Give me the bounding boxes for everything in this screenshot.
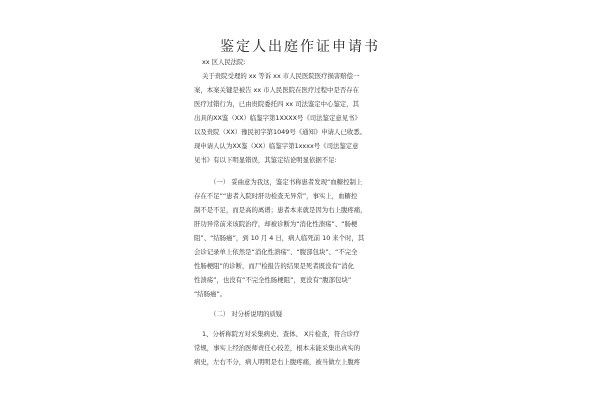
body-text-line: 肝功异常前来该院治疗，却被诊断为“消化性溃疡”、“肠梗	[194, 220, 358, 228]
body-text-line: 病史，左右不分，病人明明是右上腹疼痛，被当做左上腹疼	[194, 358, 361, 366]
addressee-line: xx 区人民法院:	[202, 58, 246, 66]
section-heading: （二） 对分析说明的质疑	[210, 310, 283, 318]
body-text-line: 会诊记录单上依然是“消化性溃疡”、“腹部包块”、“不完全	[194, 248, 358, 256]
body-text-line: 制不是不足，而是高的离谱；患者本来就是因为右上腹疼痛，	[194, 206, 367, 214]
body-text-line: 阻”、“结肠癌”，到 10 月 4 日，病人临死前 10 来个时，其	[194, 234, 365, 242]
body-text-line: 常规，事实上经治医师责任心较差，根本未能采集出真实的	[194, 344, 361, 352]
document-title: 鉴定人出庭作证申请书	[220, 39, 380, 55]
body-text-line: 现申请人认为XX鉴（XX）临鉴字第1xxxx号《司法鉴定意	[194, 142, 359, 150]
body-text-line: 见书》有以下明显错误，其鉴定结论明显依据不足:	[194, 156, 337, 164]
body-text-line: 关于贵院受理的 xx 等诉 xx 市人民医院医疗损害赔偿一	[202, 72, 360, 80]
body-text-line: 出具的XX鉴（XX）临鉴字第1XXXX号《司法鉴定意见书》	[194, 114, 361, 122]
body-text-line: 性肠梗阻”的诊断，而尸检报告的结果是死者既没有“消化	[194, 262, 354, 270]
body-text-line: 以及贵院（XX）豫民初字第1049号《通知》申请人已收悉。	[194, 128, 367, 136]
body-text-line: 性溃疡”，也没有“不完全性肠梗阻”，更没有“腹部包块”	[194, 276, 352, 284]
body-text-line: 存在不足”“患者入院时肝功检查无异常”，事实上，血糖控	[194, 192, 358, 200]
body-text-line: 案，本案关键是被告 xx 市人民医院在医疗过程中是否存在	[194, 86, 360, 94]
body-text-line: 1、分析称院方对采集病史、查体、 X片检查，符合诊疗	[202, 330, 360, 338]
body-text-line: “结肠癌”。	[194, 290, 227, 298]
body-text-line: 医疗过错行为，已由贵院委托四 xx 司法鉴定中心鉴定，其	[194, 100, 360, 108]
section-heading: （一） 妥曲意为我这，鉴定书称患者发现“血糖控制上	[210, 178, 363, 186]
